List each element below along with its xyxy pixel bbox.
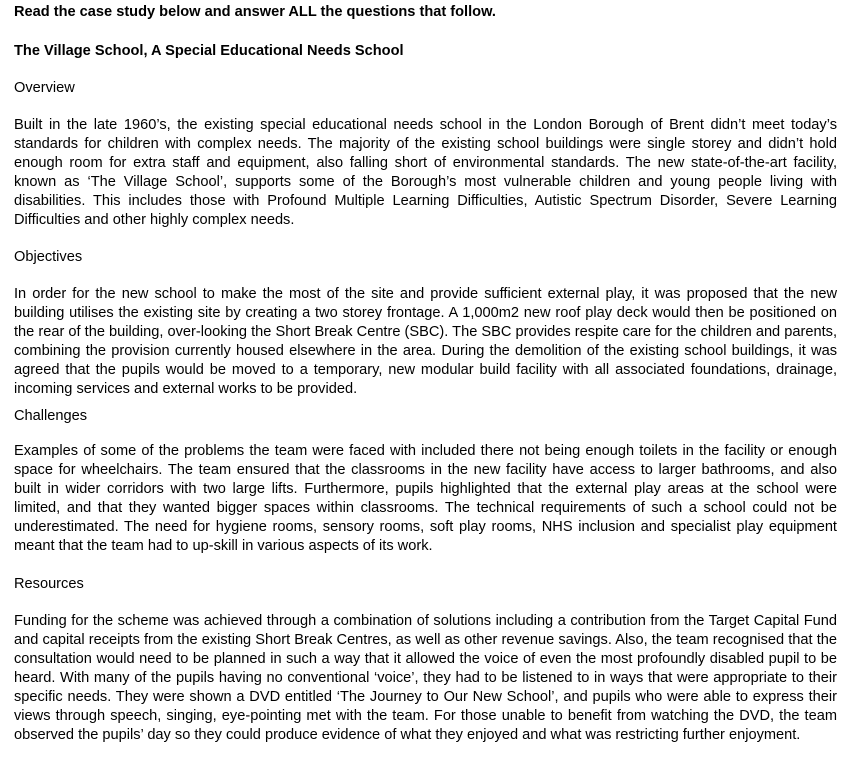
- overview-paragraph: Built in the late 1960’s, the existing special educational needs school in the London Borough of Brent didn’t meet today’s standards for children with complex needs. The majority of the existing school buildings were single storey and didn’t hold enough room for extra staff and equipment, also falling short of environmental standards. The new state-of-the-art facility, known as ‘The Village School’, supports some of the Borough’s most vulnerable children and young people living with disabilities. This includes those with Profound Multiple Learning Difficulties, Autistic Spectrum Disorder, Severe Learning Difficulties and other highly complex needs.: [14, 117, 837, 228]
- section-heading-overview: Overview: [14, 80, 75, 96]
- section-body-challenges: [14, 442, 837, 556]
- challenges-paragraph: Examples of some of the problems the team were faced with included there not being enough toilets in the facility or enough space for wheelchairs. The team ensured that the classrooms in the new facility have access to larger bathrooms, and also built in wider corridors with two large lifts. Furthermore, pupils highlighted that the external play areas at the school were limited, and that they wanted bigger spaces within classrooms. The technical requirements of such a school could not be underestimated. The need for hygiene rooms, sensory rooms, soft play rooms, NHS inclusion and specialist play equipment meant that the team had to up-skill in various aspects of its work.: [14, 443, 837, 554]
- section-heading-objectives: Objectives: [14, 249, 83, 265]
- section-body-overview: [14, 116, 837, 230]
- section-body-objectives: [14, 285, 837, 399]
- resources-paragraph: Funding for the scheme was achieved through a combination of solutions including a contribution from the Target Capital Fund and capital receipts from the existing Short Break Centres, as well as other revenue savings. Also, the team recognised that the consultation would need to be planned in such a way that it allowed the voice of even the most profoundly disabled pupil to be heard. With many of the pupils having no conventional ‘voice’, they had to be listened to in ways that were appropriate to their specific needs. They were shown a DVD entitled ‘The Journey to Our New School’, and pupils who were able to express their views through speech, singing, eye-pointing met with the team. For those unable to benefit from watching the DVD, the team observed the pupils’ day so they could produce evidence of what they enjoyed and what was restricting further enjoyment.: [14, 613, 837, 743]
- section-heading-challenges: Challenges: [14, 408, 88, 424]
- instruction-text: Read the case study below and answer ALL the questions that follow.: [14, 4, 496, 20]
- case-study-title: The Village School, A Special Educational Needs School: [14, 43, 404, 59]
- section-heading-resources: Resources: [14, 576, 84, 592]
- objectives-paragraph: In order for the new school to make the most of the site and provide sufficient external play, it was proposed that the new building utilises the existing site by creating a two storey frontage. A 1,000m2 new roof play deck would then be positioned on the rear of the building, over-looking the Short Break Centre (SBC). The SBC provides respite care for the children and parents, combining the provision currently housed elsewhere in the area. During the demolition of the existing school buildings, it was agreed that the pupils would be moved to a temporary, new modular build facility with all associated foundations, drainage, incoming services and external works to be provided.: [14, 286, 837, 397]
- section-body-resources: [14, 612, 837, 745]
